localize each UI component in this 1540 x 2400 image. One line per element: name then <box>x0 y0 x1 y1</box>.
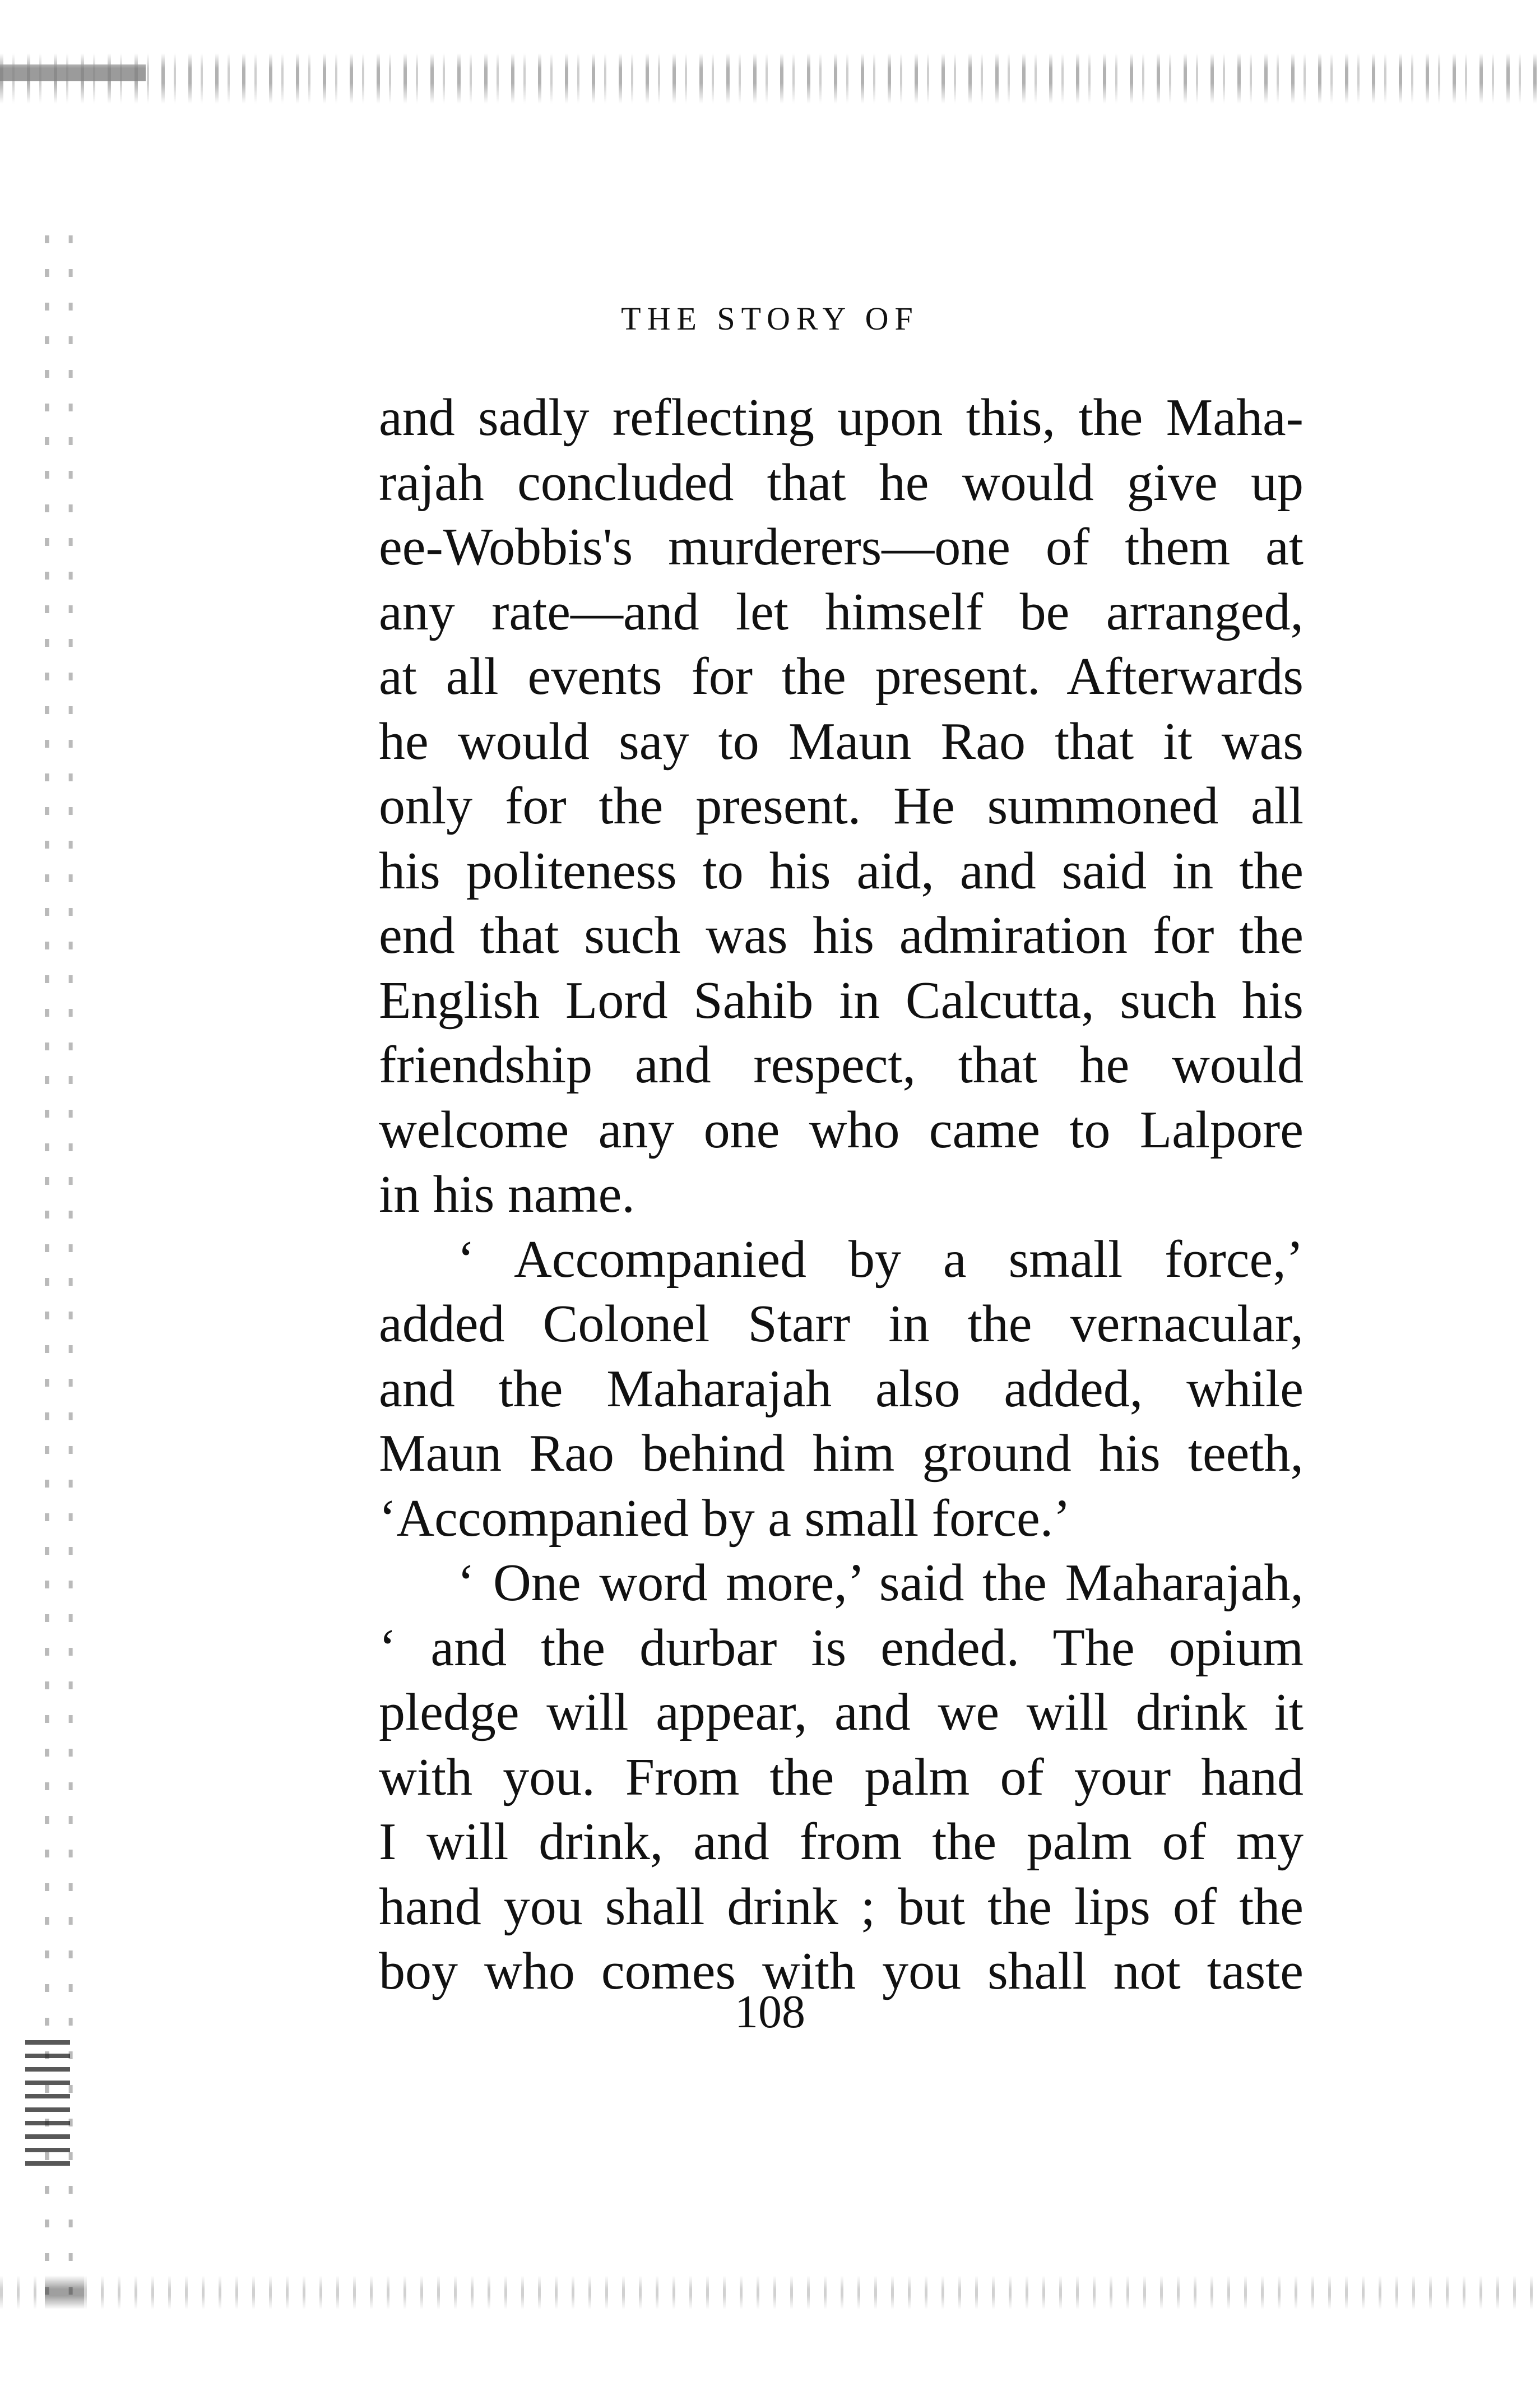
text-line: rajah concluded that he would give up <box>379 453 1304 512</box>
scan-artifact-left-marks <box>25 2040 70 2175</box>
text-line: and the Maharajah also added, while <box>379 1359 1304 1418</box>
text-line: friendship and respect, that he would <box>379 1036 1304 1094</box>
text-line: he would say to Maun Rao that it was <box>379 712 1304 771</box>
page-number: 108 <box>735 1986 805 2038</box>
body-text <box>379 386 1304 2004</box>
text-line: ‘ One word more,’ said the Maharajah, <box>457 1554 1304 1612</box>
text-line: welcome any one who came to Lalpore <box>379 1100 1304 1159</box>
text-line: pledge will appear, and we will drink it <box>379 1683 1304 1741</box>
text-line: hand you shall drink ; but the lips of the <box>379 1877 1304 1936</box>
text-line: added Colonel Starr in the vernacular, <box>379 1295 1304 1353</box>
text-line: English Lord Sahib in Calcutta, such his <box>379 971 1304 1030</box>
text-line: ‘ Accompanied by a small force,’ <box>457 1230 1304 1289</box>
text-line: I will drink, and from the palm of my <box>379 1813 1304 1871</box>
text-line: with you. From the palm of your hand <box>379 1748 1304 1806</box>
text-line: Maun Rao behind him ground his teeth, <box>379 1424 1304 1482</box>
text-line: in his name. <box>379 1165 635 1224</box>
text-line: ‘ and the durbar is ended. The opium <box>379 1618 1304 1677</box>
scan-artifact-top <box>0 53 1540 104</box>
scan-artifact-bottom <box>0 2276 1540 2309</box>
text-line: only for the present. He summoned all <box>379 777 1304 835</box>
text-line: at all events for the present. Afterwards <box>379 647 1304 706</box>
text-line: any rate—and let himself be arranged, <box>379 582 1304 641</box>
text-line: his politeness to his aid, and said in the <box>379 841 1304 900</box>
text-line: ‘Accompanied by a small force.’ <box>379 1489 1071 1548</box>
text-line: and sadly reflecting upon this, the Maha- <box>379 388 1304 447</box>
text-line: boy who comes with you shall not taste <box>379 1942 1304 2000</box>
text-line: ee-Wobbis's murderers—one of them at <box>379 518 1304 576</box>
running-head: THE STORY OF <box>621 300 919 337</box>
text-line: end that such was his admiration for the <box>379 906 1304 965</box>
